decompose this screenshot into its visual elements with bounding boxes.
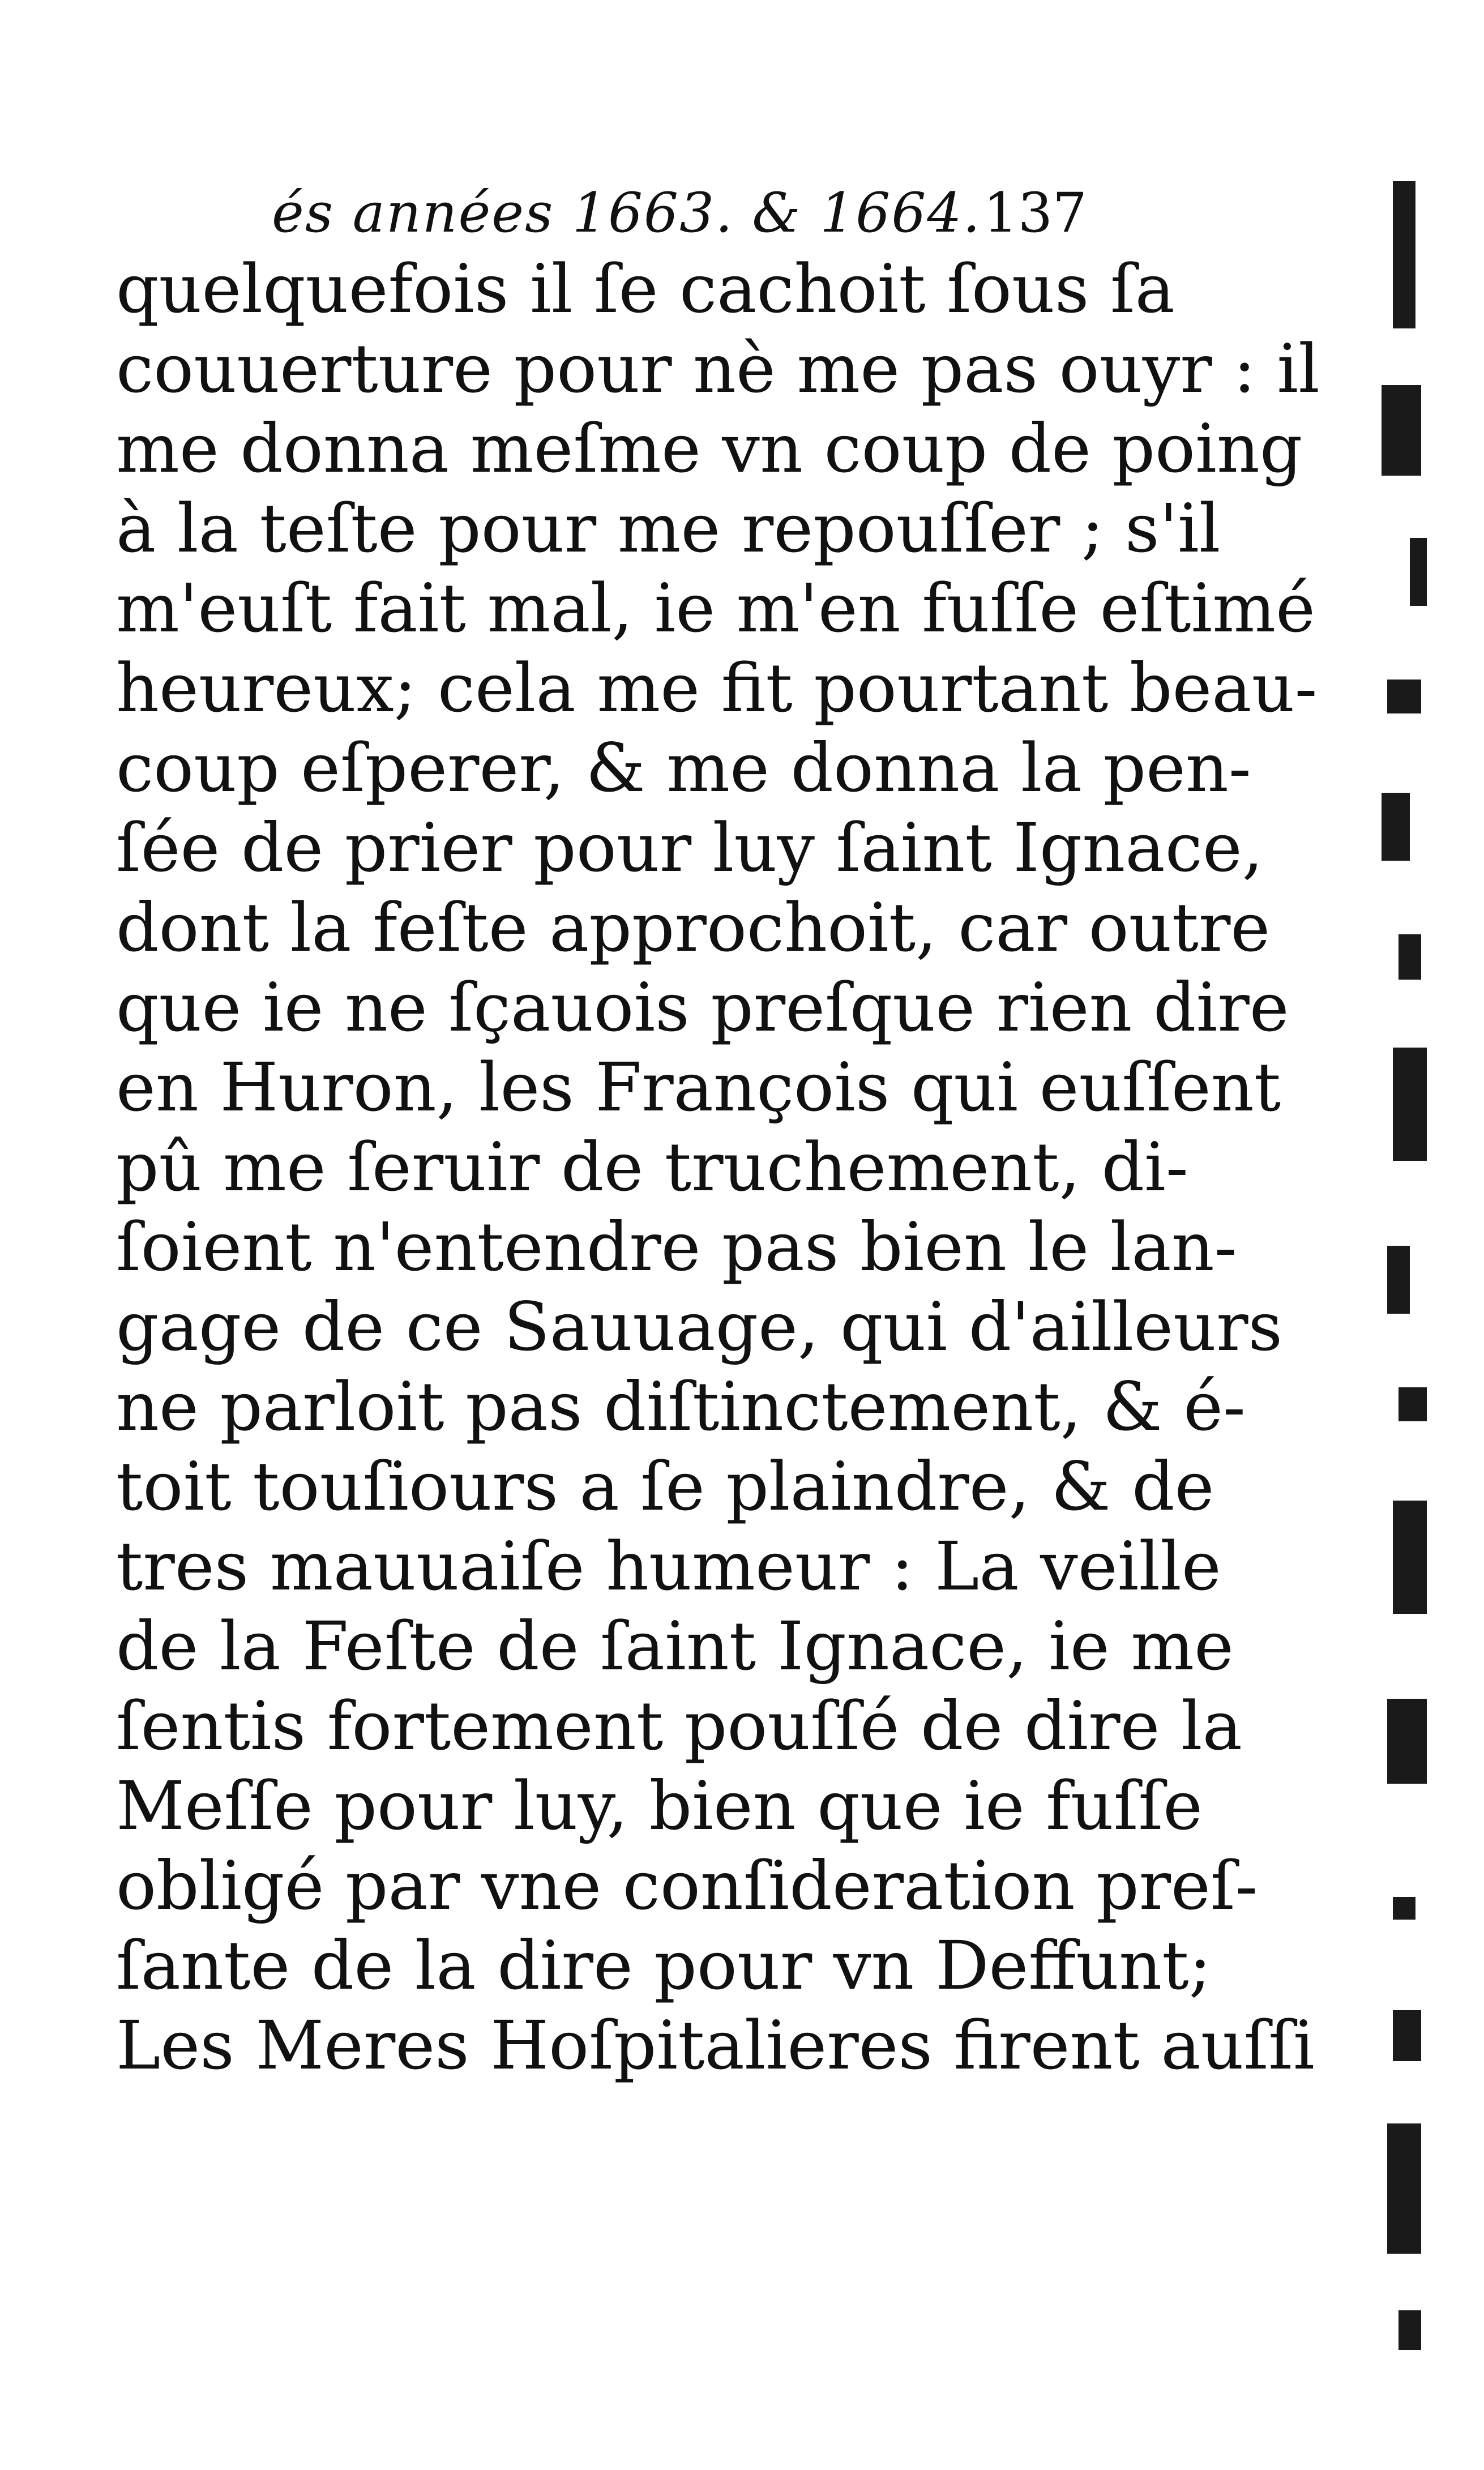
- text-line: Meſſe pour luy, bien que ie fuſſe: [116, 1767, 1203, 1845]
- page-number: 137: [983, 181, 1087, 245]
- text-line: en Huron, les François qui euſſent: [116, 1048, 1281, 1126]
- text-line: toit touſiours a ſe plaindre, & de: [116, 1447, 1214, 1525]
- text-line: ne parloit pas diſtinctement, & é-: [116, 1368, 1246, 1446]
- text-line: me donna meſme vn coup de poing: [116, 409, 1303, 488]
- text-line: de la Feſte de ſaint Ignace, ie me: [116, 1607, 1234, 1685]
- text-line: quelquefois il ſe cachoit ſous ſa: [116, 250, 1175, 328]
- text-line: à la teſte pour me repouſſer ; s'il: [116, 489, 1221, 567]
- text-line: gage de ce Sauuage, qui d'ailleurs: [116, 1288, 1283, 1366]
- facing-page-ink-bleed: [1359, 170, 1472, 2378]
- running-title: és années 1663. & 1664.: [272, 181, 982, 245]
- body-text: [116, 249, 1320, 2086]
- text-line: coup eſperer, & me donna la pen-: [116, 729, 1251, 807]
- text-line: m'euſt fait mal, ie m'en fuſſe eſtimé: [116, 569, 1315, 647]
- text-line: heureux; cela me fit pourtant beau-: [116, 649, 1318, 727]
- text-line: Les Meres Hoſpitalieres firent auſſi: [116, 2006, 1315, 2084]
- text-line: couuerture pour nè me pas ouyr : il: [116, 330, 1320, 408]
- text-line: ſentis fortement pouſſé de dire la: [116, 1687, 1243, 1765]
- text-line: pû me ſeruir de truchement, di-: [116, 1128, 1188, 1206]
- running-head: [272, 170, 1121, 249]
- text-line: ſante de la dire pour vn Deffunt;: [116, 1926, 1212, 2005]
- text-line: ſoient n'entendre pas bien le lan-: [116, 1208, 1237, 1286]
- text-line: dont la feſte approchoit, car outre: [116, 888, 1271, 967]
- text-line: ſée de prier pour luy ſaint Ignace,: [116, 809, 1264, 887]
- text-line: que ie ne ſçauois preſque rien dire: [116, 968, 1289, 1046]
- text-line: obligé par vne conſideration preſ-: [116, 1847, 1258, 1925]
- text-line: tres mauuaiſe humeur : La veille: [116, 1527, 1221, 1605]
